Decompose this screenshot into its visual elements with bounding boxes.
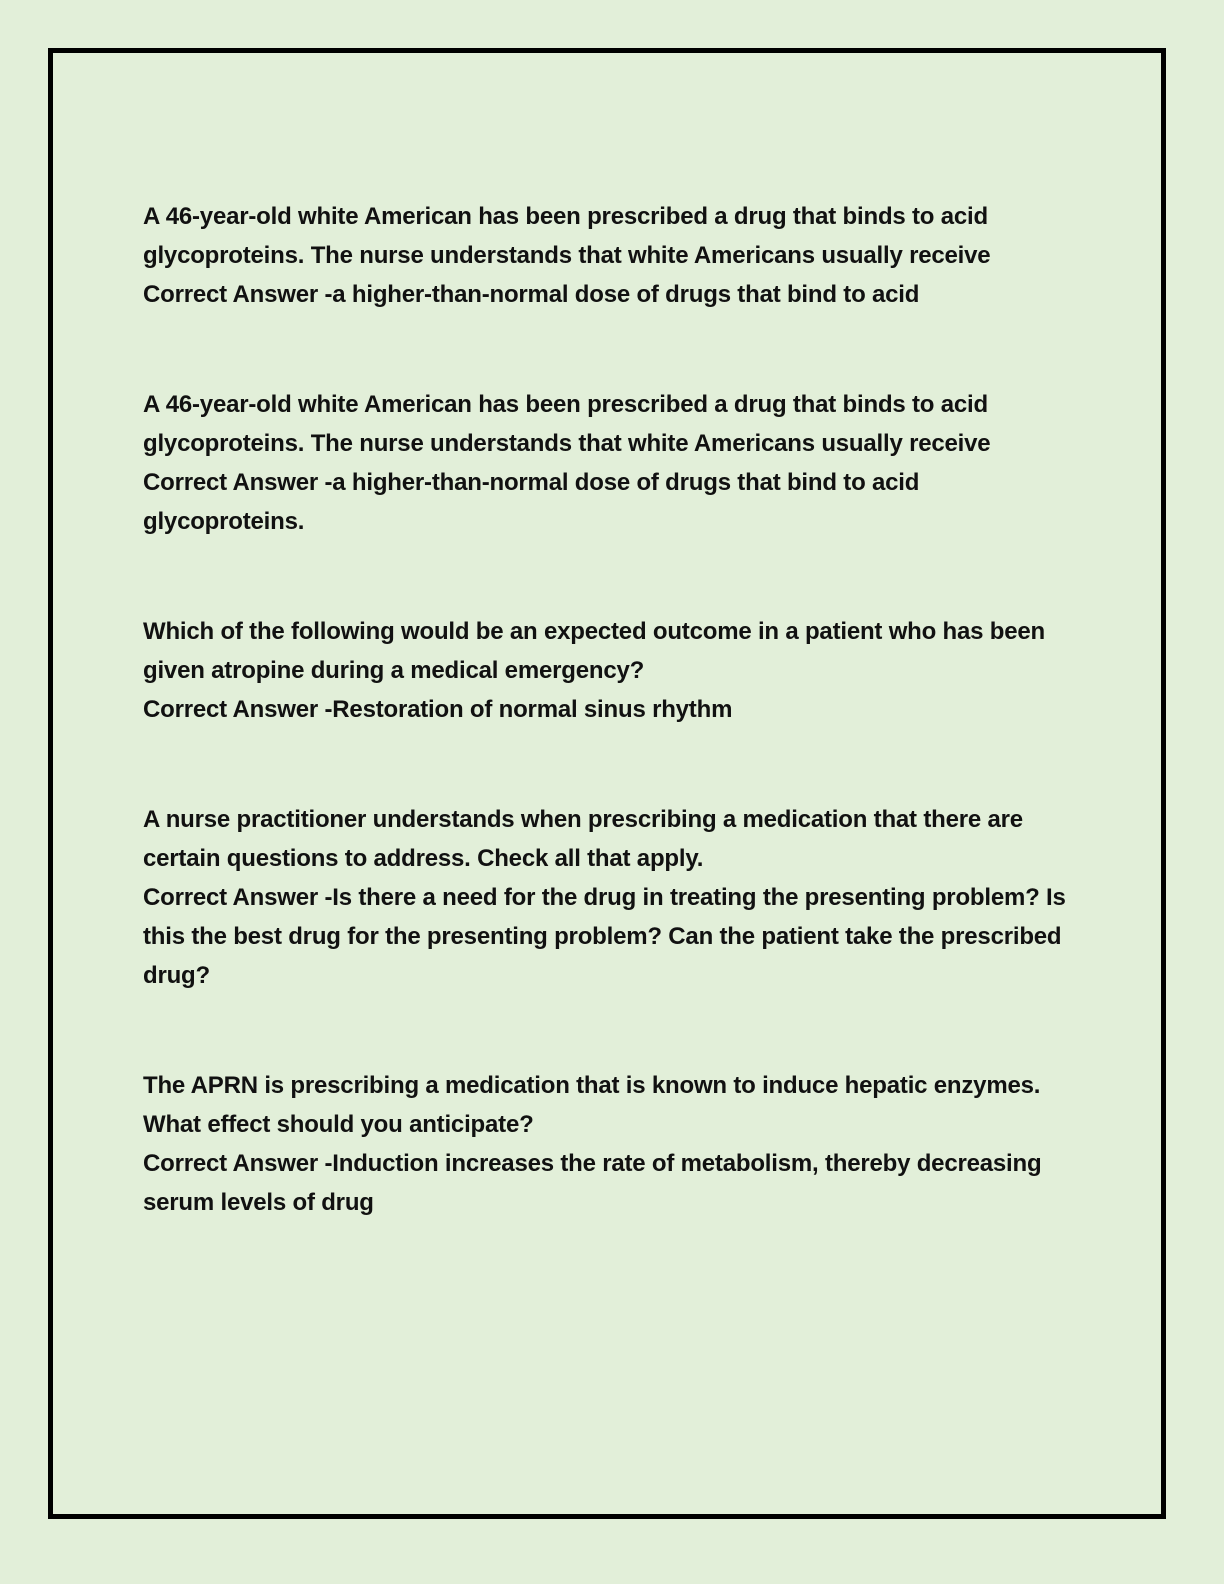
qa-item-4 <box>143 800 1083 995</box>
question-text: Which of the following would be an expected outcome in a patient who has been given atropine during a medical emergency? <box>143 618 1045 684</box>
question-text: A 46-year-old white American has been prescribed a drug that binds to acid glycoproteins. The nurse understands that white Americans usually receive <box>143 391 991 457</box>
document-body <box>143 197 1083 1222</box>
answer-text: Correct Answer -Induction increases the rate of metabolism, thereby decreasing serum levels of drug <box>143 1150 1042 1216</box>
answer-text: Correct Answer -Restoration of normal sinus rhythm <box>143 696 733 723</box>
qa-item-1 <box>143 197 1083 314</box>
qa-item-5 <box>143 1066 1083 1222</box>
question-text: A 46-year-old white American has been prescribed a drug that binds to acid glycoproteins. The nurse understands that white Americans usually receive <box>143 203 991 269</box>
qa-item-2 <box>143 385 1083 541</box>
answer-text: Correct Answer -a higher-than-normal dose of drugs that bind to acid glycoproteins. <box>143 469 920 535</box>
answer-text: Correct Answer -a higher-than-normal dose of drugs that bind to acid <box>143 281 920 308</box>
question-text: A nurse practitioner understands when prescribing a medication that there are certain questions to address. Check all that apply. <box>143 806 1023 872</box>
question-text: The APRN is prescribing a medication that is known to induce hepatic enzymes. What effect should you anticipate? <box>143 1072 1041 1138</box>
qa-item-3 <box>143 612 1083 729</box>
answer-text: Correct Answer -Is there a need for the drug in treating the presenting problem? Is this the best drug for the presenting problem? Can the patient take the prescribed drug? <box>143 884 1066 989</box>
